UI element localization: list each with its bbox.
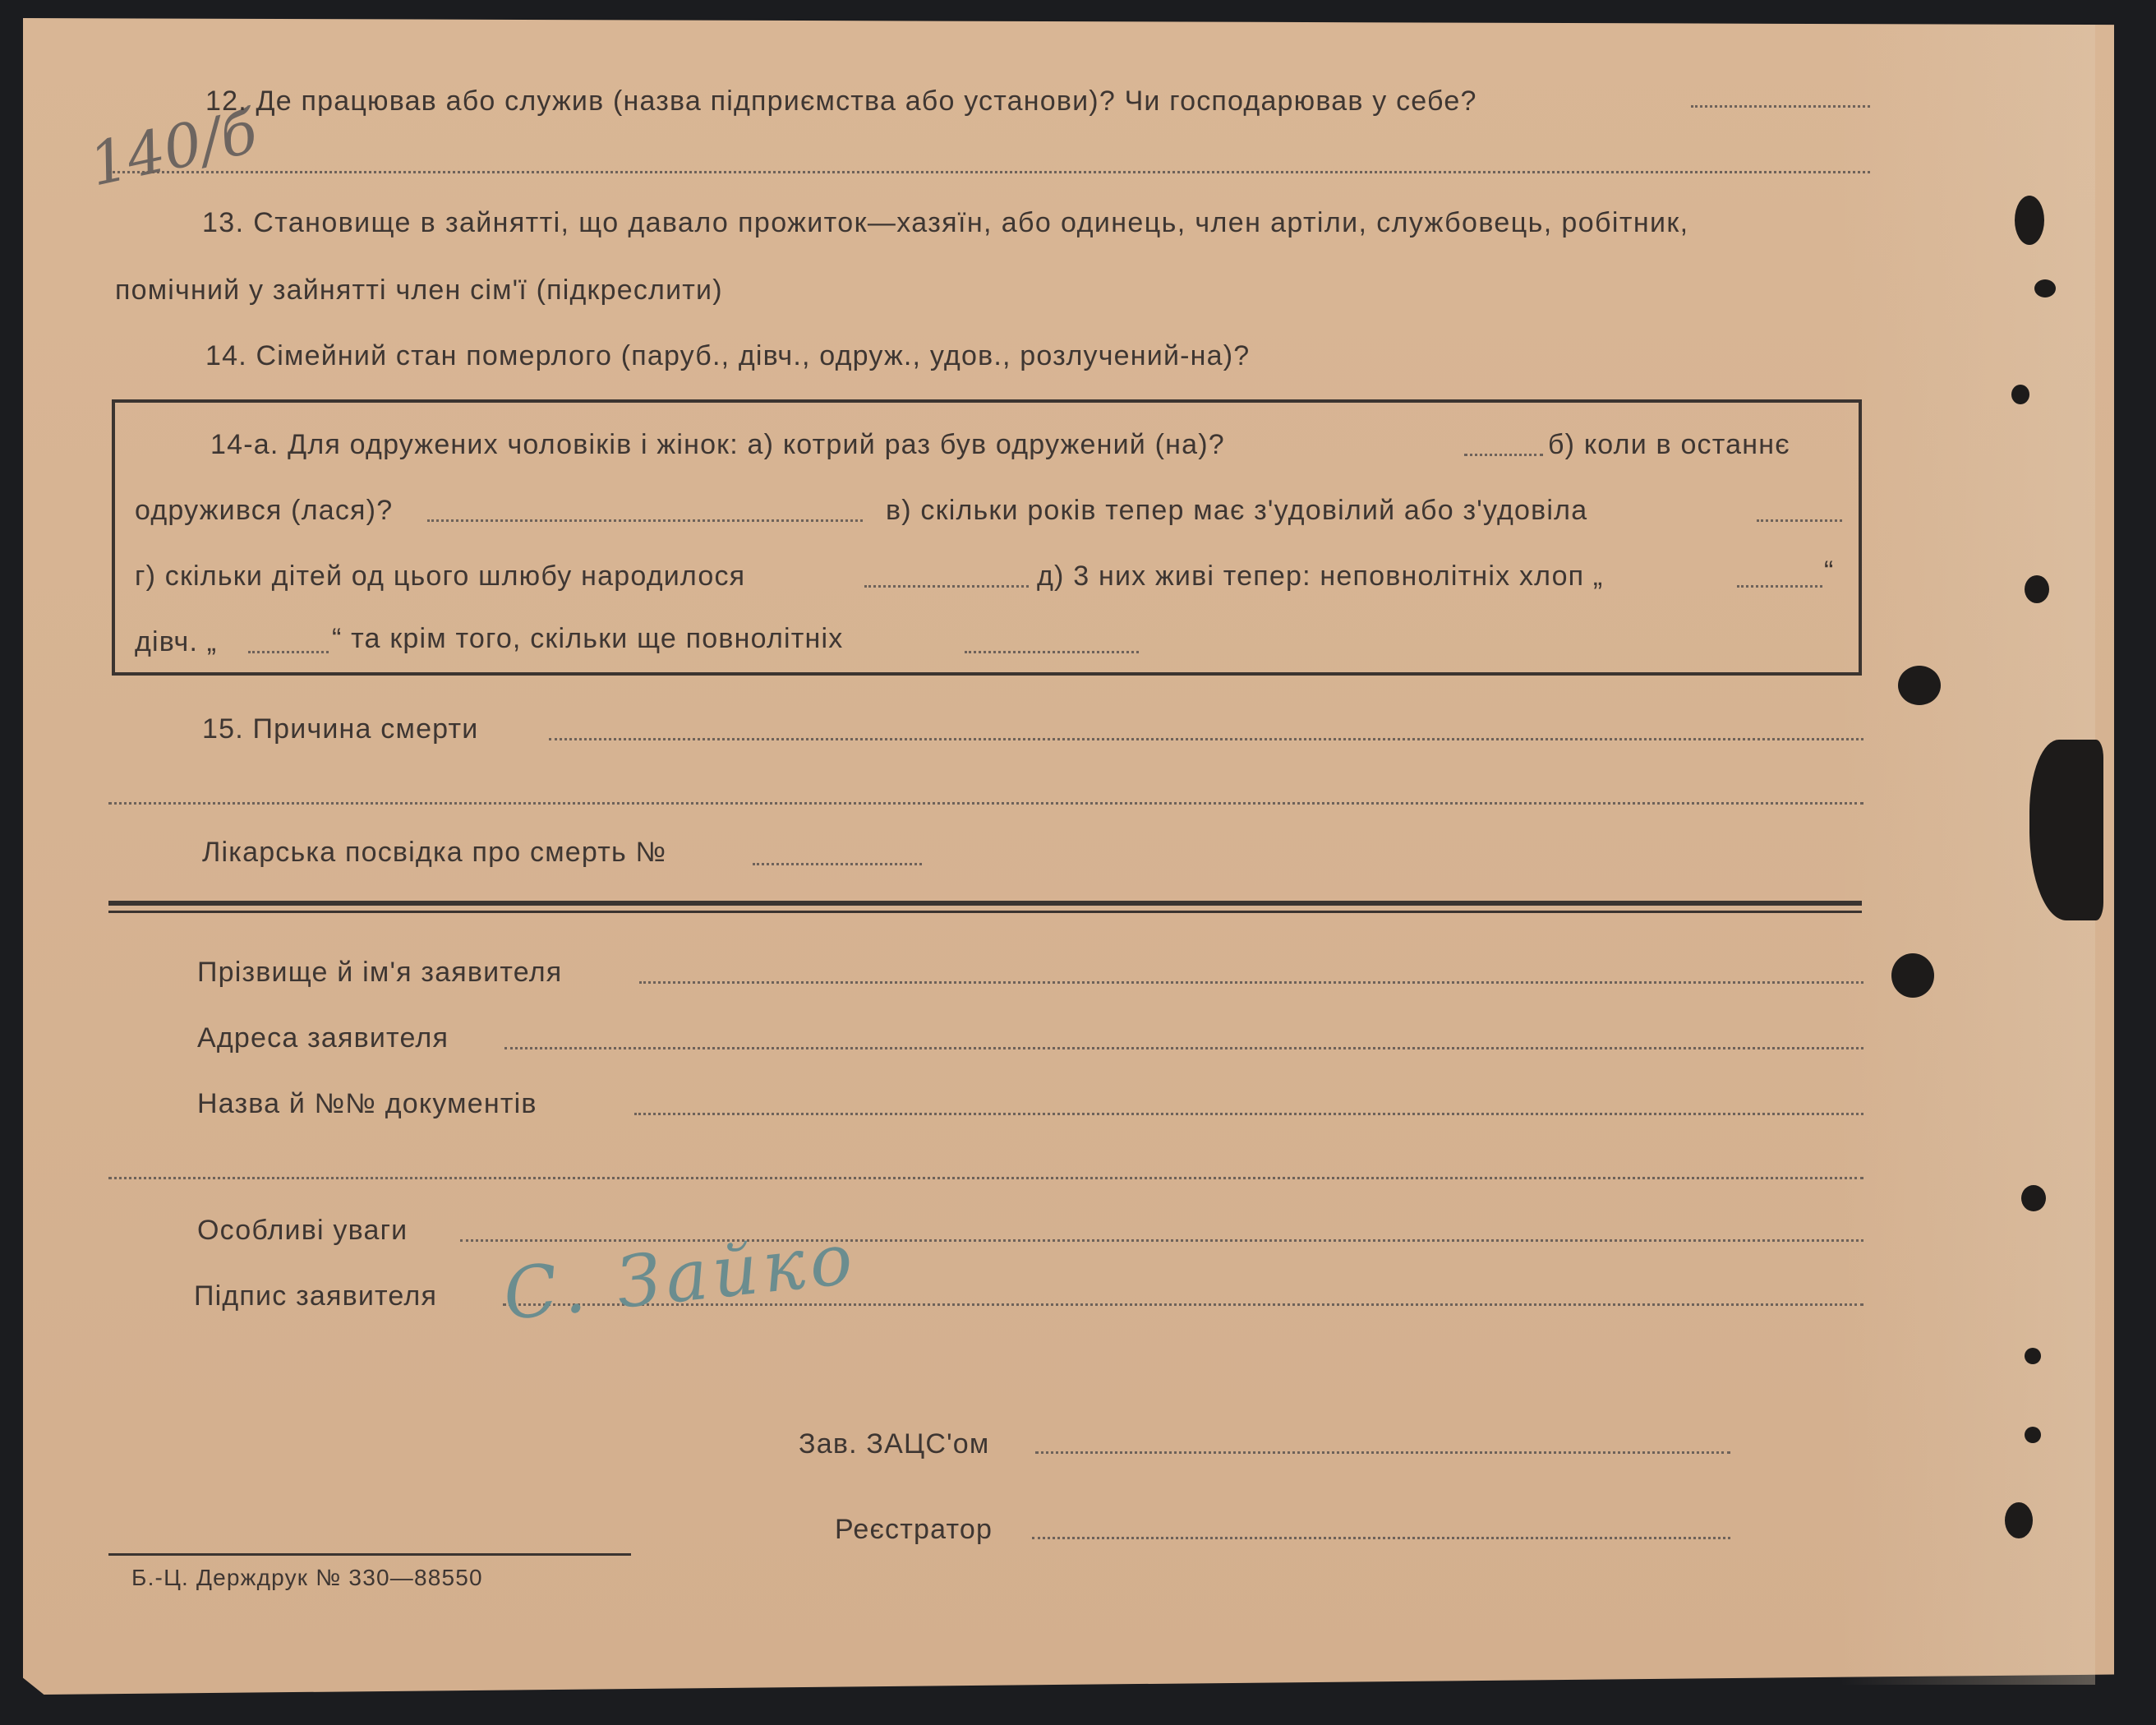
footer-rule <box>108 1553 631 1556</box>
documents-line-1[interactable] <box>634 1113 1863 1115</box>
binding-hole <box>1891 953 1934 998</box>
question-13-line2: помічний у зайнятті член сім'ї (підкреслити) <box>115 274 723 306</box>
question-14a-part4b: “ та крім того, скільки ще повнолітніх <box>332 623 844 654</box>
binding-hole <box>2025 575 2049 603</box>
head-of-registry-line[interactable] <box>1035 1451 1730 1454</box>
edge-tear <box>2029 740 2103 920</box>
answer-line-14a-adults[interactable] <box>965 651 1139 653</box>
answer-line-12b[interactable] <box>108 171 1870 173</box>
applicant-address-label: Адреса заявителя <box>197 1022 449 1054</box>
applicant-name-label: Прізвище й ім'я заявителя <box>197 957 563 988</box>
answer-line-14a-boys[interactable] <box>1737 585 1822 588</box>
question-12: 12. Де працював або служив (назва підприємства або установи)? Чи господарював у себе? <box>205 85 1477 117</box>
signature-label: Підпис заявителя <box>194 1280 438 1312</box>
question-14a-part3: г) скільки дітей од цього шлюбу народилося <box>135 560 746 592</box>
applicant-signature: С. Зайко <box>499 1217 861 1337</box>
question-14a-part4: дівч. „ <box>135 626 218 657</box>
question-14a-part3b: д) 3 них живі тепер: неповнолітніх хлоп „ <box>1037 560 1604 592</box>
medical-certificate-label: Лікарська посвідка про смерть № <box>202 837 667 868</box>
question-15: 15. Причина смерти <box>202 713 479 745</box>
registrar-label: Реєстратор <box>835 1514 993 1545</box>
answer-line-14a-c[interactable] <box>1757 519 1842 522</box>
binding-hole <box>2034 279 2056 297</box>
question-13-line1: 13. Становище в зайнятті, що давало прожиток—хазяїн, або одинець, член артіли, службовець, робітник, <box>202 207 1689 238</box>
binding-hole <box>2025 1348 2041 1364</box>
question-14a-part3c: “ <box>1824 556 1835 587</box>
documents-line-2[interactable] <box>108 1177 1863 1179</box>
answer-line-14a-g[interactable] <box>864 585 1029 588</box>
binding-hole <box>2005 1502 2033 1538</box>
medical-certificate-line[interactable] <box>753 863 922 865</box>
registrar-line[interactable] <box>1032 1537 1730 1539</box>
binding-hole <box>1898 666 1941 705</box>
section-divider-2 <box>108 911 1862 913</box>
question-14a-part2: одружився (лася)? <box>135 495 394 526</box>
binding-hole <box>2015 196 2044 245</box>
answer-line-14a-b[interactable] <box>427 519 863 522</box>
answer-line-15a[interactable] <box>549 738 1863 740</box>
binding-hole <box>2025 1427 2041 1443</box>
remarks-label: Особливі уваги <box>197 1215 408 1246</box>
answer-line-14a-girls[interactable] <box>248 651 329 653</box>
question-14: 14. Сімейний стан померлого (паруб., дівч., одруж., удов., розлучений-на)? <box>205 340 1251 371</box>
answer-line-15b[interactable] <box>108 802 1863 805</box>
question-14a-part2b: в) скільки років тепер має з'удовілий або з'удовіла <box>886 495 1588 526</box>
question-14a-part1: 14-а. Для одружених чоловіків і жінок: а) котрий раз був одружений (на)? <box>210 429 1225 460</box>
answer-line-12a[interactable] <box>1691 105 1870 108</box>
applicant-name-line[interactable] <box>639 981 1863 984</box>
margin-note: 140/б <box>83 96 264 200</box>
section-divider <box>108 901 1862 906</box>
question-14a-part1b: б) коли в останнє <box>1548 429 1790 460</box>
binding-hole <box>2021 1185 2046 1211</box>
answer-line-14a-a[interactable] <box>1464 454 1543 456</box>
printer-imprint: Б.-Ц. Держдрук № 330—88550 <box>131 1565 483 1590</box>
applicant-address-line[interactable] <box>504 1047 1863 1049</box>
binding-hole <box>2011 385 2029 404</box>
head-of-registry-label: Зав. ЗАЦС'ом <box>799 1428 990 1460</box>
documents-label: Назва й №№ документів <box>197 1088 537 1119</box>
